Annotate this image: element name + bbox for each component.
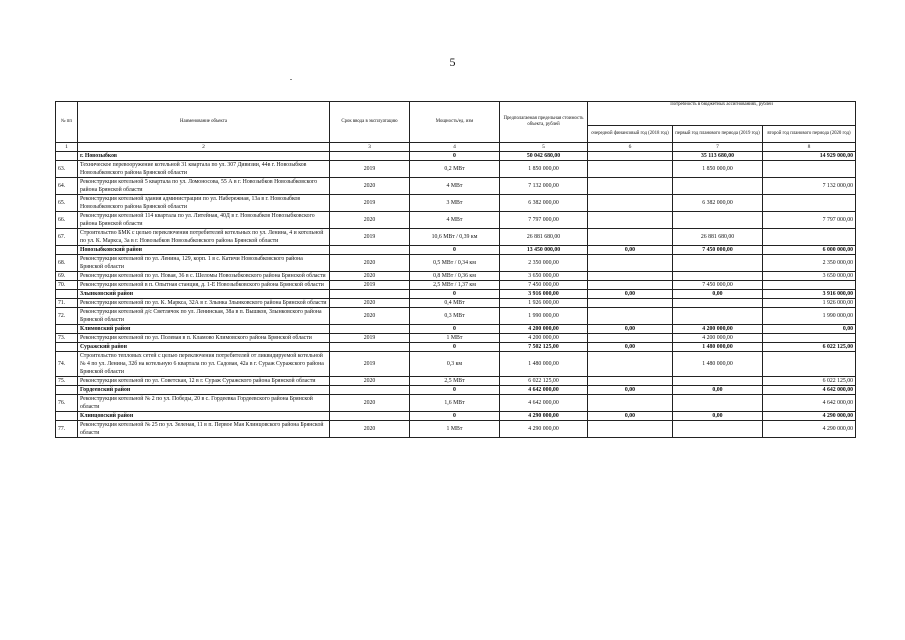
group-row <box>56 152 856 161</box>
table-row <box>56 281 856 290</box>
cell-year-2019 <box>673 421 763 438</box>
cell-capacity: 0 <box>410 325 500 334</box>
cell-cost: 1 990 000,00 <box>500 308 588 325</box>
cell-cost: 6 382 000,00 <box>500 195 588 212</box>
cell-year-2018: 0,00 <box>588 246 673 255</box>
cell-cost: 13 450 000,00 <box>500 246 588 255</box>
cell-num: 71. <box>56 299 78 308</box>
cell-cost: 3 650 000,00 <box>500 272 588 281</box>
cell-capacity: 0 <box>410 152 500 161</box>
cell-cost: 2 350 000,00 <box>500 255 588 272</box>
cell-num: 67. <box>56 229 78 246</box>
cell-num <box>56 343 78 352</box>
cell-year-2019: 0,00 <box>673 412 763 421</box>
cell-cost: 1 850 000,00 <box>500 161 588 178</box>
cell-name: Строительство БМК с целью переключения потребителей котельных по ул. Ленина, 4 и котельной по ул. К. Маркса, 3а в г. Новозыбков Новозыбковского района Брянской области <box>78 229 330 246</box>
cell-term: 2020 <box>330 178 410 195</box>
index-row <box>56 143 856 152</box>
cell-term <box>330 325 410 334</box>
cell-cost: 1 926 000,00 <box>500 299 588 308</box>
group-row <box>56 343 856 352</box>
header-name: Наименование объекта <box>78 102 330 143</box>
cell-capacity: 0 <box>410 246 500 255</box>
investment-table <box>55 101 856 438</box>
cell-year-2019: 1 480 000,00 <box>673 352 763 377</box>
cell-cost: 4 200 000,00 <box>500 334 588 343</box>
cell-year-2020 <box>763 281 856 290</box>
cell-year-2018: 0,00 <box>588 343 673 352</box>
cell-year-2018 <box>588 178 673 195</box>
cell-capacity: 0,8 МВт / 0,36 км <box>410 272 500 281</box>
cell-capacity: 1 МВт <box>410 334 500 343</box>
cell-name: Климовский район <box>78 325 330 334</box>
cell-term <box>330 412 410 421</box>
cell-capacity: 4 МВт <box>410 212 500 229</box>
index-cell: 6 <box>588 143 673 152</box>
cell-num: 64. <box>56 178 78 195</box>
cell-capacity: 2,5 МВт <box>410 377 500 386</box>
cell-capacity: 1 МВт <box>410 421 500 438</box>
cell-name: Реконструкция котельной д/с Светлячок по ул. Ленинская, 38а в п. Вышков, Злынковского района Брянской области <box>78 308 330 325</box>
cell-year-2018 <box>588 377 673 386</box>
cell-term: 2019 <box>330 281 410 290</box>
cell-capacity: 0,4 МВт <box>410 299 500 308</box>
cell-year-2019 <box>673 272 763 281</box>
cell-num <box>56 386 78 395</box>
group-row <box>56 412 856 421</box>
cell-term: 2020 <box>330 421 410 438</box>
cell-year-2018 <box>588 161 673 178</box>
cell-name: Реконструкция котельной по ул. Советская, 12 в г. Сураж Суражского района Брянской области <box>78 377 330 386</box>
cell-year-2018: 0,00 <box>588 325 673 334</box>
cell-term <box>330 290 410 299</box>
cell-year-2020: 6 000 000,00 <box>763 246 856 255</box>
cell-year-2019 <box>673 212 763 229</box>
cell-year-2019 <box>673 377 763 386</box>
header-capacity: Мощность/ед. изм <box>410 102 500 143</box>
cell-cost: 7 450 000,00 <box>500 281 588 290</box>
cell-capacity: 0,2 МВт <box>410 161 500 178</box>
table-row <box>56 195 856 212</box>
cell-cost: 4 200 000,00 <box>500 325 588 334</box>
index-cell: 8 <box>763 143 856 152</box>
cell-capacity: 10,6 МВт / 0,39 км <box>410 229 500 246</box>
cell-num: 70. <box>56 281 78 290</box>
cell-capacity: 4 МВт <box>410 178 500 195</box>
cell-cost: 4 642 000,00 <box>500 386 588 395</box>
cell-year-2019: 4 200 000,00 <box>673 325 763 334</box>
cell-term: 2020 <box>330 212 410 229</box>
cell-num: 63. <box>56 161 78 178</box>
cell-cost: 4 290 000,00 <box>500 421 588 438</box>
cell-year-2020: 1 990 000,00 <box>763 308 856 325</box>
cell-num: 77. <box>56 421 78 438</box>
cell-cost: 26 881 680,00 <box>500 229 588 246</box>
index-cell: 3 <box>330 143 410 152</box>
cell-year-2018 <box>588 352 673 377</box>
cell-capacity: 2,5 МВт / 1,37 км <box>410 281 500 290</box>
table-row <box>56 352 856 377</box>
table-row <box>56 377 856 386</box>
table-row <box>56 272 856 281</box>
cell-year-2018 <box>588 152 673 161</box>
cell-year-2019 <box>673 395 763 412</box>
header-year-2018: очередной финансовый год (2018 год) <box>588 126 673 143</box>
cell-term <box>330 386 410 395</box>
cell-term <box>330 343 410 352</box>
cell-year-2020 <box>763 229 856 246</box>
table-row <box>56 161 856 178</box>
cell-year-2019: 0,00 <box>673 290 763 299</box>
cell-term: 2019 <box>330 229 410 246</box>
cell-num: 65. <box>56 195 78 212</box>
cell-year-2020: 14 929 000,00 <box>763 152 856 161</box>
cell-cost: 7 502 125,00 <box>500 343 588 352</box>
cell-num: 68. <box>56 255 78 272</box>
cell-num: 72. <box>56 308 78 325</box>
cell-year-2019: 6 382 000,00 <box>673 195 763 212</box>
cell-year-2020 <box>763 195 856 212</box>
cell-year-2018 <box>588 212 673 229</box>
cell-year-2020 <box>763 334 856 343</box>
cell-year-2020: 7 132 000,00 <box>763 178 856 195</box>
cell-capacity: 1,6 МВт <box>410 395 500 412</box>
table-row <box>56 229 856 246</box>
table-row <box>56 255 856 272</box>
group-row <box>56 386 856 395</box>
table-row <box>56 299 856 308</box>
cell-name: Гордеевский район <box>78 386 330 395</box>
cell-num: 69. <box>56 272 78 281</box>
cell-year-2019 <box>673 178 763 195</box>
index-cell: 4 <box>410 143 500 152</box>
cell-year-2018 <box>588 308 673 325</box>
table-row <box>56 212 856 229</box>
cell-year-2020: 0,00 <box>763 325 856 334</box>
cell-cost: 6 022 125,00 <box>500 377 588 386</box>
cell-year-2020: 4 642 000,00 <box>763 395 856 412</box>
cell-capacity: 0 <box>410 386 500 395</box>
cell-name: Реконструкция котельной по ул. К. Маркса, 32А в г. Злынка Злынковского района Брянской области <box>78 299 330 308</box>
header-term: Срок ввода в эксплуатацию <box>330 102 410 143</box>
cell-name: Реконструкция котельной 5 квартала по ул. Ломоносова, 55 А в г. Новозыбков Новозыбковского района Брянской области <box>78 178 330 195</box>
cell-term: 2020 <box>330 272 410 281</box>
cell-num: 74. <box>56 352 78 377</box>
cell-cost: 4 642 000,00 <box>500 395 588 412</box>
cell-capacity: 0,5 МВт / 0,34 км <box>410 255 500 272</box>
cell-year-2020: 6 022 125,00 <box>763 377 856 386</box>
cell-cost: 50 042 680,00 <box>500 152 588 161</box>
cell-capacity: 0 <box>410 290 500 299</box>
cell-year-2018 <box>588 421 673 438</box>
cell-year-2020: 4 642 000,00 <box>763 386 856 395</box>
cell-year-2020 <box>763 161 856 178</box>
cell-name: Техническое перевооружение котельной 31 квартала по ул. 307 Дивизии, 44в г. Новозыбков Новозыбковского района Брянской области <box>78 161 330 178</box>
cell-num <box>56 290 78 299</box>
cell-num: 75. <box>56 377 78 386</box>
header-row <box>56 102 856 126</box>
header-cost: Предполагаемая предельная стоимость объекта, рублей <box>500 102 588 143</box>
cell-term <box>330 246 410 255</box>
cell-name: Реконструкция котельной № 2 по ул. Победы, 20 в с. Гордеевка Гордеевского района Брянской области <box>78 395 330 412</box>
group-row <box>56 325 856 334</box>
cell-num: 66. <box>56 212 78 229</box>
cell-name: Реконструкция котельной № 25 по ул. Зеленая, 11 в п. Первое Мая Клинцовского района Брянской области <box>78 421 330 438</box>
cell-year-2018 <box>588 195 673 212</box>
cell-num <box>56 246 78 255</box>
cell-name: Реконструкция котельной 114 квартала по ул. Литейная, 40Д в г. Новозыбков Новозыбковского района Брянской области <box>78 212 330 229</box>
table-row <box>56 308 856 325</box>
cell-year-2018: 0,00 <box>588 386 673 395</box>
cell-year-2018: 0,00 <box>588 412 673 421</box>
cell-name: Злынковский район <box>78 290 330 299</box>
table-row <box>56 178 856 195</box>
cell-term: 2019 <box>330 352 410 377</box>
cell-name: Реконструкция котельной по ул. Ленина, 129, корп. 1 в с. Катичи Новозыбковского района Брянской области <box>78 255 330 272</box>
cell-year-2020: 3 916 000,00 <box>763 290 856 299</box>
header-num: № пп <box>56 102 78 143</box>
cell-year-2019: 7 450 000,00 <box>673 246 763 255</box>
cell-term <box>330 152 410 161</box>
cell-year-2019: 1 850 000,00 <box>673 161 763 178</box>
index-cell: 7 <box>673 143 763 152</box>
cell-year-2020: 1 926 000,00 <box>763 299 856 308</box>
cell-year-2019: 1 480 000,00 <box>673 343 763 352</box>
cell-year-2020: 7 797 000,00 <box>763 212 856 229</box>
cell-num <box>56 412 78 421</box>
table-row <box>56 395 856 412</box>
cell-name: Реконструкция котельной по ул. Полевая в п. Кламово Климовского района Брянской области <box>78 334 330 343</box>
index-cell: 1 <box>56 143 78 152</box>
cell-year-2019 <box>673 308 763 325</box>
cell-num: 76. <box>56 395 78 412</box>
cell-year-2020: 2 350 000,00 <box>763 255 856 272</box>
cell-capacity: 0,3 км <box>410 352 500 377</box>
scan-dot <box>290 79 292 80</box>
cell-year-2019 <box>673 255 763 272</box>
cell-name: г. Новозыбков <box>78 152 330 161</box>
page-number: 5 <box>449 55 456 69</box>
cell-year-2019: 7 450 000,00 <box>673 281 763 290</box>
table-row <box>56 421 856 438</box>
cell-year-2020: 3 650 000,00 <box>763 272 856 281</box>
cell-term: 2020 <box>330 255 410 272</box>
cell-year-2018 <box>588 334 673 343</box>
cell-capacity: 0,3 МВт <box>410 308 500 325</box>
cell-year-2019: 35 113 680,00 <box>673 152 763 161</box>
cell-year-2020 <box>763 352 856 377</box>
cell-year-2018 <box>588 395 673 412</box>
cell-year-2018 <box>588 299 673 308</box>
cell-term: 2020 <box>330 308 410 325</box>
cell-name: Суражский район <box>78 343 330 352</box>
cell-term: 2019 <box>330 195 410 212</box>
table-row <box>56 334 856 343</box>
cell-name: Реконструкция котельной здания администрации по ул. Набережная, 13а в г. Новозыбков Новозыбковского района Брянской области <box>78 195 330 212</box>
cell-year-2018 <box>588 272 673 281</box>
cell-term: 2020 <box>330 377 410 386</box>
header-year-2020: второй год планового периода (2020 год) <box>763 126 856 143</box>
cell-cost: 4 290 000,00 <box>500 412 588 421</box>
cell-term: 2020 <box>330 395 410 412</box>
cell-name: Новозыбковский район <box>78 246 330 255</box>
cell-capacity: 3 МВт <box>410 195 500 212</box>
cell-year-2018 <box>588 255 673 272</box>
cell-name: Строительство тепловых сетей с целью переключения потребителей от ликвидируемой котельной № 4 по ул. Ленина, 32б на котельную 6 квартала по ул. Садовая, 42а в г. Сураж Суражского района Брянской области <box>78 352 330 377</box>
index-cell: 2 <box>78 143 330 152</box>
cell-term: 2019 <box>330 161 410 178</box>
cell-term: 2019 <box>330 334 410 343</box>
cell-year-2018 <box>588 281 673 290</box>
cell-year-2020: 4 290 000,00 <box>763 412 856 421</box>
cell-cost: 7 797 000,00 <box>500 212 588 229</box>
cell-name: Реконструкция котельной по ул. Новая, 36 в с. Шеломы Новозыбковского района Брянской области <box>78 272 330 281</box>
cell-num <box>56 325 78 334</box>
cell-cost: 3 916 000,00 <box>500 290 588 299</box>
cell-name: Клинцовский район <box>78 412 330 421</box>
cell-num: 73. <box>56 334 78 343</box>
cell-capacity: 0 <box>410 343 500 352</box>
cell-cost: 7 132 000,00 <box>500 178 588 195</box>
cell-term: 2020 <box>330 299 410 308</box>
cell-year-2020: 6 022 125,00 <box>763 343 856 352</box>
cell-year-2019: 4 200 000,00 <box>673 334 763 343</box>
index-cell: 5 <box>500 143 588 152</box>
cell-year-2018: 0,00 <box>588 290 673 299</box>
cell-year-2019 <box>673 299 763 308</box>
cell-year-2019: 0,00 <box>673 386 763 395</box>
cell-name: Реконструкция котельной в п. Опытная станция, д. 1-Е Новозыбковского района Брянской области <box>78 281 330 290</box>
cell-cost: 1 480 000,00 <box>500 352 588 377</box>
header-need: Потребность в бюджетных ассигнованиях, рублей <box>588 102 856 126</box>
cell-year-2018 <box>588 229 673 246</box>
cell-year-2020: 4 290 000,00 <box>763 421 856 438</box>
cell-capacity: 0 <box>410 412 500 421</box>
group-row <box>56 246 856 255</box>
cell-year-2019: 26 881 680,00 <box>673 229 763 246</box>
group-row <box>56 290 856 299</box>
header-year-2019: первый год планового периода (2019 год) <box>673 126 763 143</box>
cell-num <box>56 152 78 161</box>
